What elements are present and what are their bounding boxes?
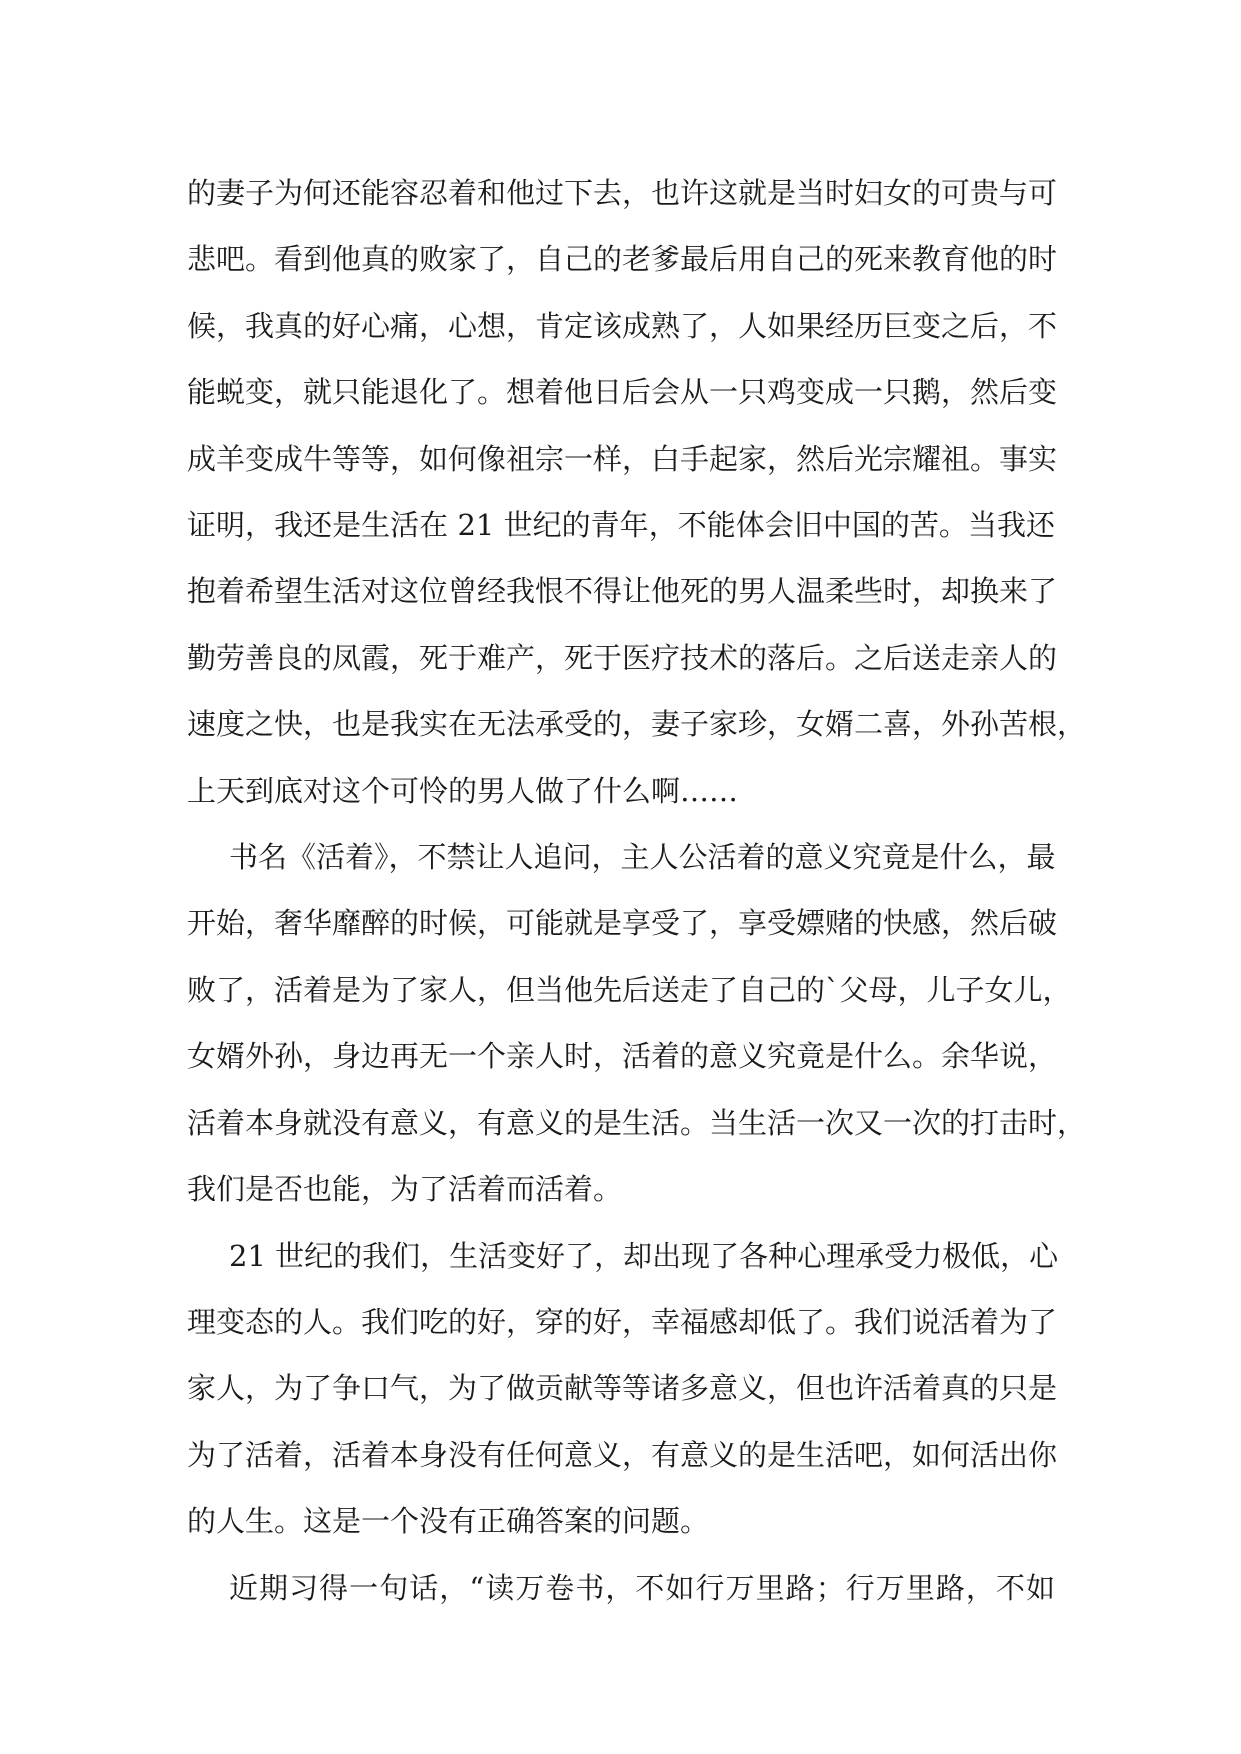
- paragraph-4: [187, 1555, 1055, 1621]
- paragraph-2: [187, 824, 1087, 1222]
- text-line: 速度之快，也是我实在无法承受的，妻子家珍，女婿二喜，外孙苦根，: [187, 707, 1087, 742]
- text-line: 家人，为了争口气，为了做贡献等等诸多意义，但也许活着真的只是: [187, 1371, 1058, 1406]
- text-line: 活着本身就没有意义，有意义的是生活。当生活一次又一次的打击时，: [187, 1105, 1087, 1140]
- text-line: 证明，我还是生活在 21 世纪的青年，不能体会旧中国的苦。当我还: [187, 508, 1055, 543]
- text-line: 女婿外孙，身边再无一个亲人时，活着的意义究竟是什么。余华说，: [187, 1039, 1058, 1074]
- text-line: 近期习得一句话，“读万卷书，不如行万里路；行万里路，不如: [229, 1570, 1055, 1605]
- text-line: 悲吧。看到他真的败家了，自己的老爹最后用自己的死来教育他的时: [187, 242, 1058, 277]
- essay-body: [187, 160, 1087, 1621]
- text-line: 书名《活着》，不禁让人追问，主人公活着的意义究竟是什么，最: [229, 840, 1056, 875]
- text-line: 抱着希望生活对这位曾经我恨不得让他死的男人温柔些时，却换来了: [187, 574, 1058, 609]
- text-line: 21 世纪的我们，生活变好了，却出现了各种心理承受力极低，心: [229, 1238, 1059, 1273]
- text-line: 开始，奢华靡醉的时候，可能就是享受了，享受嫖赌的快感，然后破: [187, 906, 1058, 941]
- text-line: 上天到底对这个可怜的男人做了什么啊……: [187, 773, 739, 808]
- text-line: 败了，活着是为了家人，但当他先后送走了自己的`父母，儿子女儿，: [187, 972, 1072, 1007]
- text-line: 勤劳善良的凤霞，死于难产，死于医疗技术的落后。之后送走亲人的: [187, 640, 1058, 675]
- text-line: 为了活着，活着本身没有任何意义，有意义的是生活吧，如何活出你: [187, 1437, 1058, 1472]
- text-line: 能蜕变，就只能退化了。想着他日后会从一只鸡变成一只鹅，然后变: [187, 375, 1058, 410]
- text-line: 候，我真的好心痛，心想，肯定该成熟了，人如果经历巨变之后，不: [187, 308, 1058, 343]
- text-line: 理变态的人。我们吃的好，穿的好，幸福感却低了。我们说活着为了: [187, 1304, 1058, 1339]
- text-line: 的人生。这是一个没有正确答案的问题。: [187, 1504, 710, 1539]
- text-line: 成羊变成牛等等，如何像祖宗一样，白手起家，然后光宗耀祖。事实: [187, 441, 1058, 476]
- paragraph-3: [187, 1223, 1059, 1555]
- text-line: 我们是否也能，为了活着而活着。: [187, 1172, 623, 1207]
- paragraph-1: [187, 160, 1087, 824]
- text-line: 的妻子为何还能容忍着和他过下去，也许这就是当时妇女的可贵与可: [187, 176, 1058, 210]
